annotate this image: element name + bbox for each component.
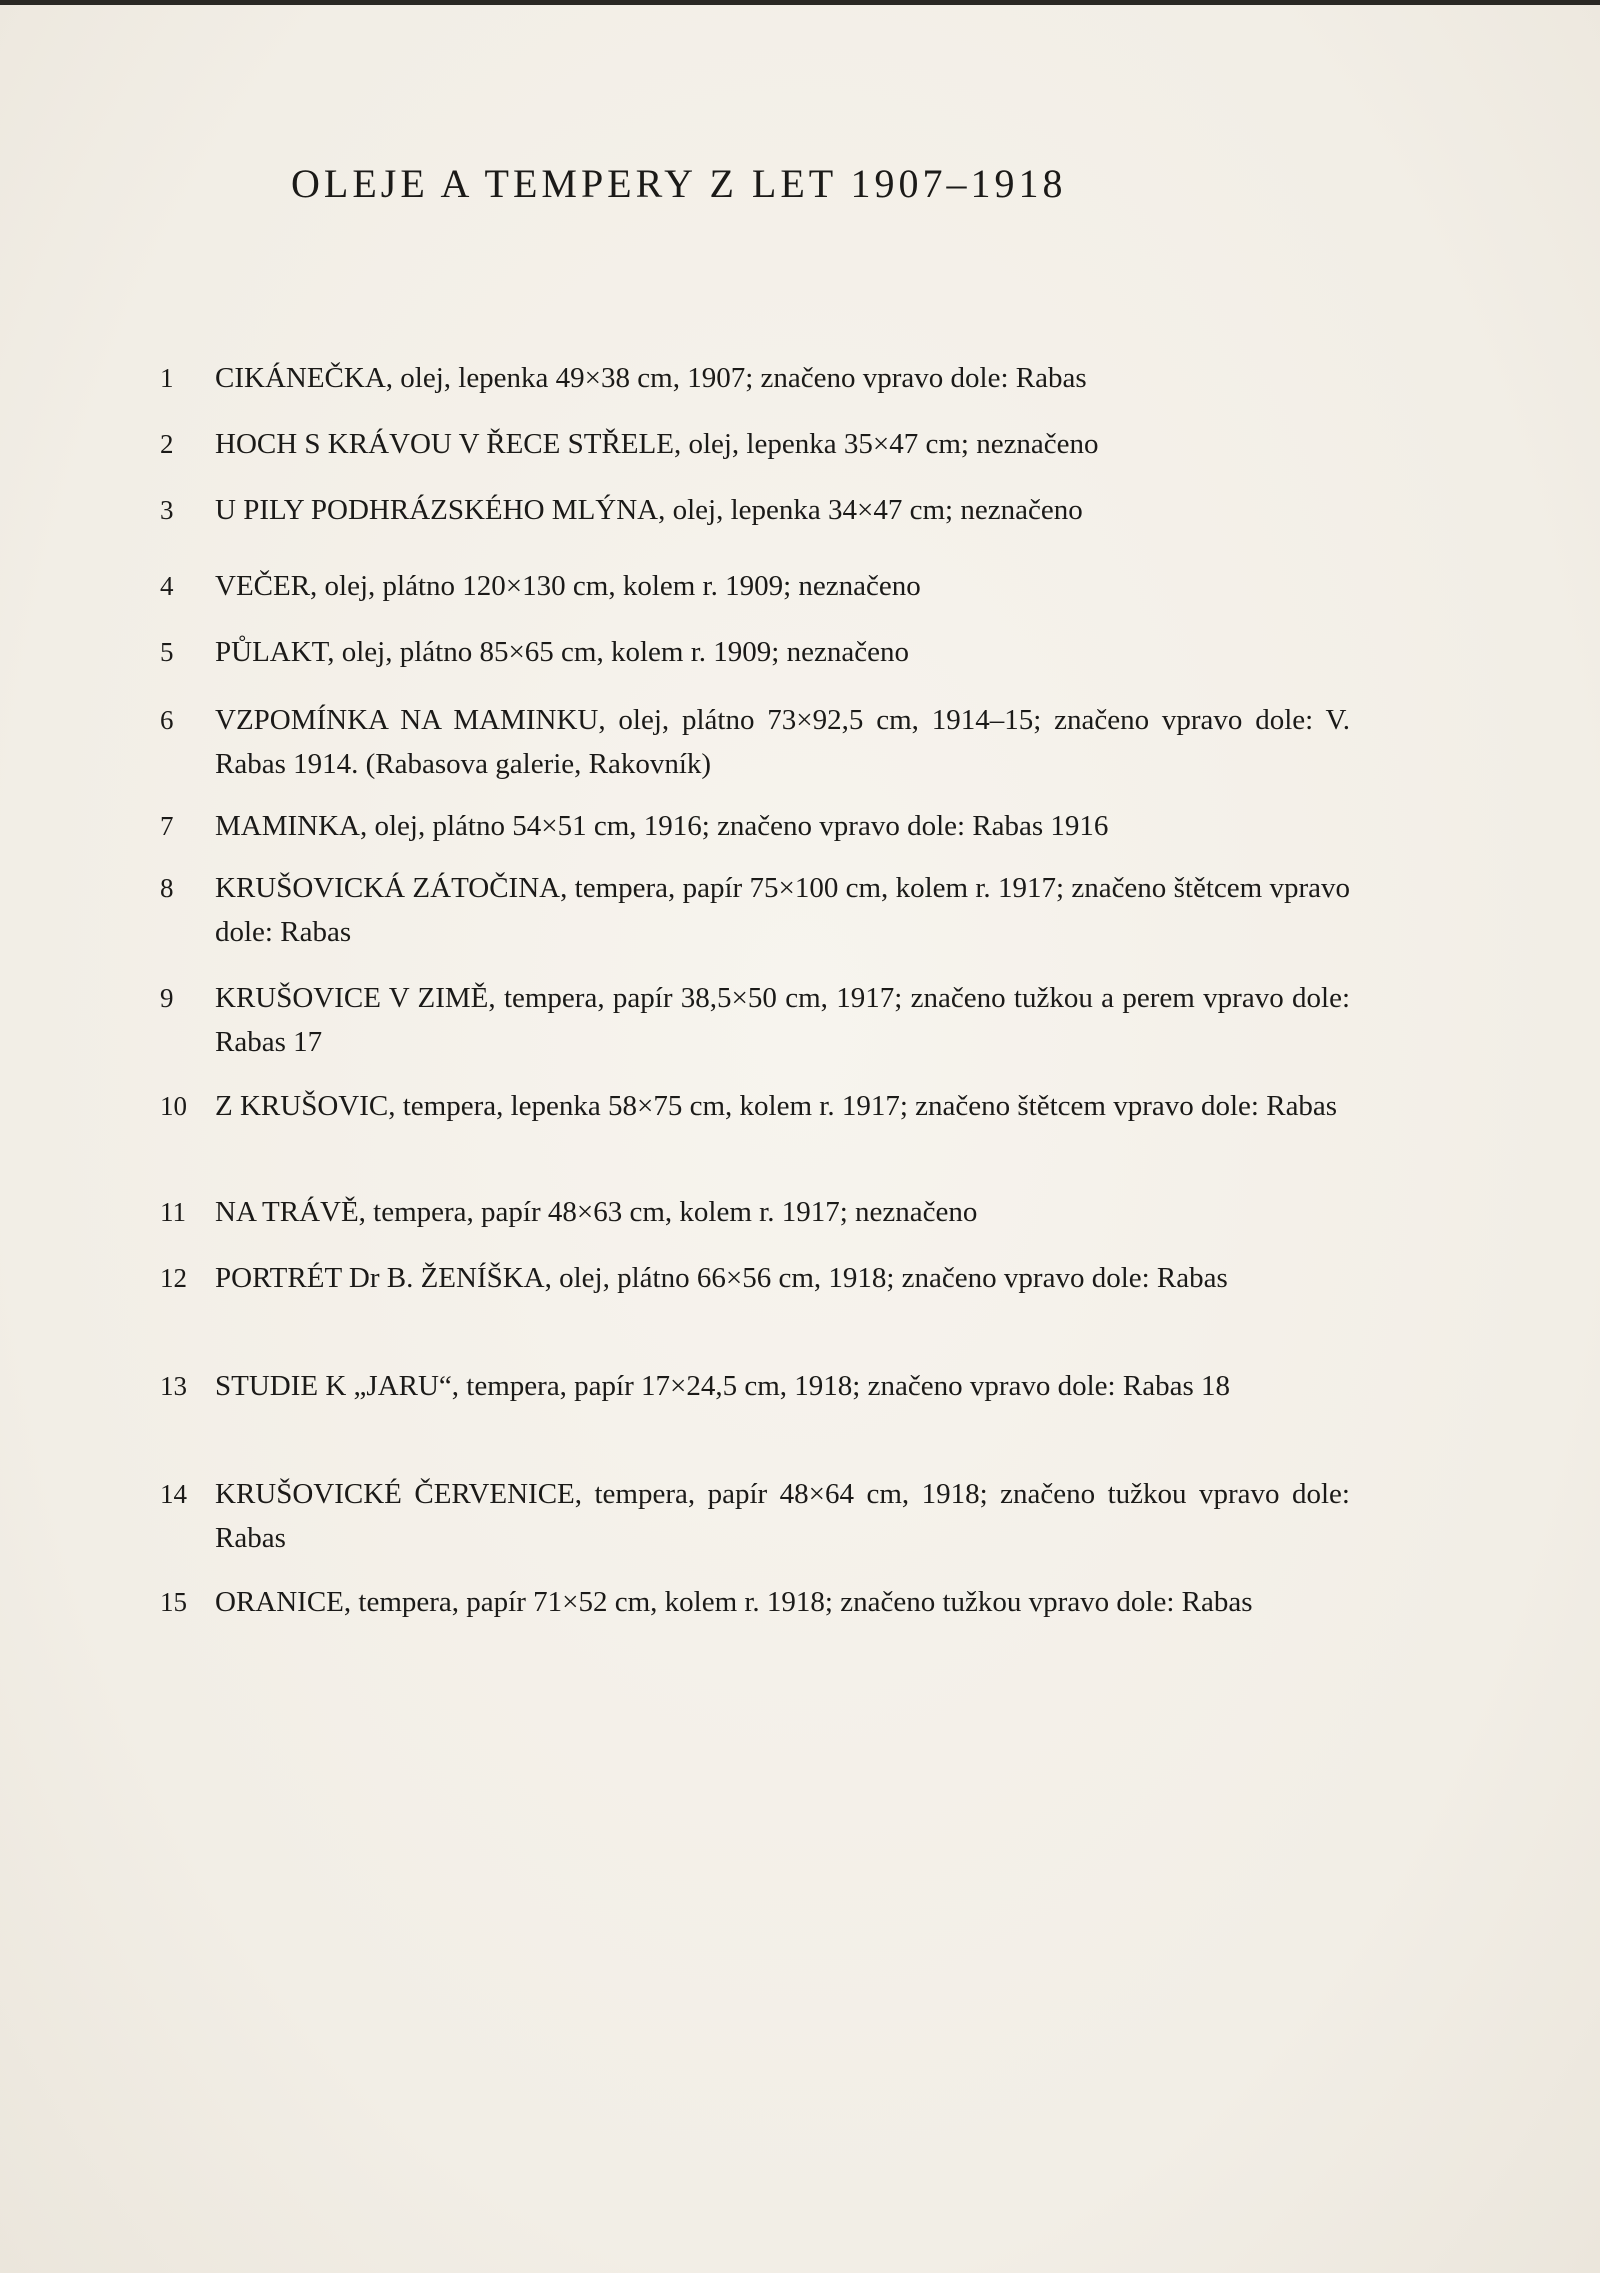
entry-text: KRUŠOVICKÁ ZÁTOČINA, tempera, papír 75×100 cm, kolem r. 1917; značeno štětcem vpravo dole: Rabas bbox=[215, 872, 1350, 948]
catalog-entry bbox=[160, 1256, 1350, 1300]
catalog-entry bbox=[160, 1084, 1350, 1128]
entry-text: U PILY PODHRÁZSKÉHO MLÝNA, olej, lepenka 34×47 cm; neznačeno bbox=[215, 494, 1083, 526]
entry-number: 9 bbox=[160, 983, 174, 1013]
catalog-entry bbox=[160, 1580, 1350, 1624]
page-top-edge bbox=[0, 0, 1600, 5]
entry-number: 5 bbox=[160, 637, 174, 667]
entry-number: 8 bbox=[160, 873, 174, 903]
entry-number: 2 bbox=[160, 429, 174, 459]
entry-number: 13 bbox=[160, 1371, 187, 1401]
catalog-entry bbox=[160, 804, 1350, 848]
entry-number: 12 bbox=[160, 1263, 187, 1293]
entry-number: 4 bbox=[160, 571, 174, 601]
catalog-entry bbox=[160, 976, 1350, 1064]
catalog-entry bbox=[160, 422, 1350, 466]
entry-text: Z KRUŠOVIC, tempera, lepenka 58×75 cm, kolem r. 1917; značeno štětcem vpravo dole: Rabas bbox=[215, 1090, 1338, 1122]
entry-text: KRUŠOVICE V ZIMĚ, tempera, papír 38,5×50 cm, 1917; značeno tužkou a perem vpravo dole: Rabas 17 bbox=[215, 982, 1350, 1058]
entry-number: 7 bbox=[160, 811, 174, 841]
entry-text: STUDIE K „JARU“, tempera, papír 17×24,5 cm, 1918; značeno vpravo dole: Rabas 18 bbox=[215, 1370, 1230, 1402]
entry-text: ORANICE, tempera, papír 71×52 cm, kolem r. 1918; značeno tužkou vpravo dole: Rabas bbox=[215, 1586, 1253, 1618]
entry-text: PŮLAKT, olej, plátno 85×65 cm, kolem r. 1909; neznačeno bbox=[215, 636, 909, 668]
entry-number: 6 bbox=[160, 705, 174, 735]
catalog-entry bbox=[160, 1190, 1350, 1234]
entry-text: KRUŠOVICKÉ ČERVENICE, tempera, papír 48×64 cm, 1918; značeno tužkou vpravo dole: Rabas bbox=[215, 1478, 1350, 1554]
entry-text: MAMINKA, olej, plátno 54×51 cm, 1916; značeno vpravo dole: Rabas 1916 bbox=[215, 810, 1109, 842]
catalog-entry bbox=[160, 1364, 1350, 1408]
catalog-entry bbox=[160, 564, 1350, 608]
entry-text: PORTRÉT Dr B. ŽENÍŠKA, olej, plátno 66×56 cm, 1918; značeno vpravo dole: Rabas bbox=[215, 1262, 1228, 1294]
entry-number: 3 bbox=[160, 495, 174, 525]
entry-number: 14 bbox=[160, 1479, 187, 1509]
entry-text: VEČER, olej, plátno 120×130 cm, kolem r. 1909; neznačeno bbox=[215, 570, 921, 602]
catalog-entry bbox=[160, 698, 1350, 786]
catalog-entry bbox=[160, 1472, 1350, 1560]
entry-number: 15 bbox=[160, 1587, 187, 1617]
catalog-entry bbox=[160, 488, 1350, 532]
entry-text: VZPOMÍNKA NA MAMINKU, olej, plátno 73×92,5 cm, 1914–15; značeno vpravo dole: V. Rabas 1914. (Rabasova galerie, Rakovník) bbox=[215, 704, 1350, 780]
entry-number: 11 bbox=[160, 1197, 186, 1227]
entry-text: HOCH S KRÁVOU V ŘECE STŘELE, olej, lepenka 35×47 cm; neznačeno bbox=[215, 428, 1099, 460]
entry-text: CIKÁNEČKA, olej, lepenka 49×38 cm, 1907; značeno vpravo dole: Rabas bbox=[215, 362, 1087, 394]
page-title: OLEJE A TEMPERY Z LET 1907–1918 bbox=[291, 161, 1067, 206]
catalog-entry bbox=[160, 356, 1350, 400]
entry-number: 10 bbox=[160, 1091, 187, 1121]
catalog-entry bbox=[160, 866, 1350, 954]
entry-number: 1 bbox=[160, 363, 174, 393]
entry-text: NA TRÁVĚ, tempera, papír 48×63 cm, kolem r. 1917; neznačeno bbox=[215, 1196, 978, 1228]
catalog-entry bbox=[160, 630, 1350, 674]
